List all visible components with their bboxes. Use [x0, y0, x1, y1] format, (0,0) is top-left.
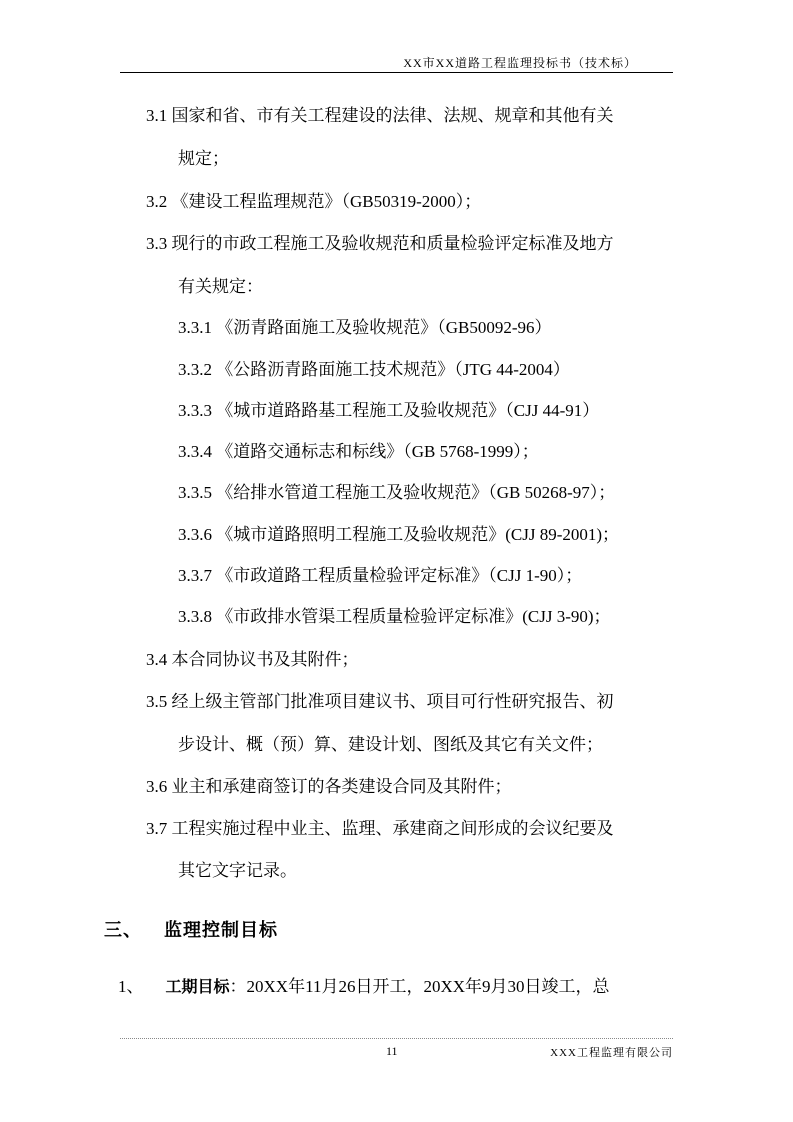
list-item-3-3-1: 3.3.1 《沥青路面施工及验收规范》（GB50092-96）	[178, 318, 552, 337]
footer-rule	[120, 1038, 673, 1039]
list-item-3-3-6: 3.3.6 《城市道路照明工程施工及验收规范》(CJJ 89-2001)；	[178, 525, 620, 544]
goal-paragraph	[118, 972, 610, 997]
list-item-3-7-continuation: 其它文字记录。	[178, 861, 297, 880]
list-item-3-5: 3.5 经上级主管部门批准项目建议书、项目可行性研究报告、初	[146, 692, 614, 711]
list-item-3-3-3: 3.3.3 《城市道路路基工程施工及验收规范》（CJJ 44-91）	[178, 401, 600, 420]
list-item-3-3-2: 3.3.2 《公路沥青路面施工技术规范》（JTG 44-2004）	[178, 360, 570, 379]
section-heading	[104, 916, 278, 942]
section-number: 三、	[104, 920, 142, 941]
list-item-3-3-4: 3.3.4 《道路交通标志和标线》（GB 5768-1999）；	[178, 442, 539, 461]
list-item-3-1-continuation: 规定；	[178, 149, 229, 168]
page-header-title: XX市XX道路工程监理投标书（技术标）	[403, 56, 637, 70]
section-title: 监理控制目标	[164, 920, 278, 941]
list-item-3-7: 3.7 工程实施过程中业主、监理、承建商之间形成的会议纪要及	[146, 819, 614, 838]
header-rule	[120, 72, 673, 73]
list-item-3-5-continuation: 步设计、概（预）算、建设计划、图纸及其它有关文件；	[178, 735, 603, 754]
list-item-3-3-8: 3.3.8 《市政排水管渠工程质量检验评定标准》(CJJ 3-90)；	[178, 607, 611, 626]
list-item-3-3-7: 3.3.7 《市政道路工程质量检验评定标准》（CJJ 1-90）；	[178, 566, 583, 585]
list-item-3-3: 3.3 现行的市政工程施工及验收规范和质量检验评定标准及地方	[146, 234, 614, 253]
list-item-3-1: 3.1 国家和省、市有关工程建设的法律、法规、规章和其他有关	[146, 106, 614, 125]
page-number: 11	[386, 1044, 398, 1058]
goal-label: 工期目标	[165, 977, 230, 996]
list-item-3-3-5: 3.3.5 《给排水管道工程施工及验收规范》（GB 50268-97）；	[178, 483, 616, 502]
list-item-3-4: 3.4 本合同协议书及其附件；	[146, 650, 359, 669]
footer-company: XXX工程监理有限公司	[550, 1047, 673, 1059]
list-item-3-3-continuation: 有关规定：	[178, 277, 263, 296]
goal-number: 1、	[118, 977, 144, 996]
list-item-3-2: 3.2 《建设工程监理规范》（GB50319-2000）；	[146, 192, 482, 211]
list-item-3-6: 3.6 业主和承建商签订的各类建设合同及其附件；	[146, 777, 512, 796]
goal-text: ：20XX年11月26日开工，20XX年9月30日竣工，总	[229, 977, 610, 996]
